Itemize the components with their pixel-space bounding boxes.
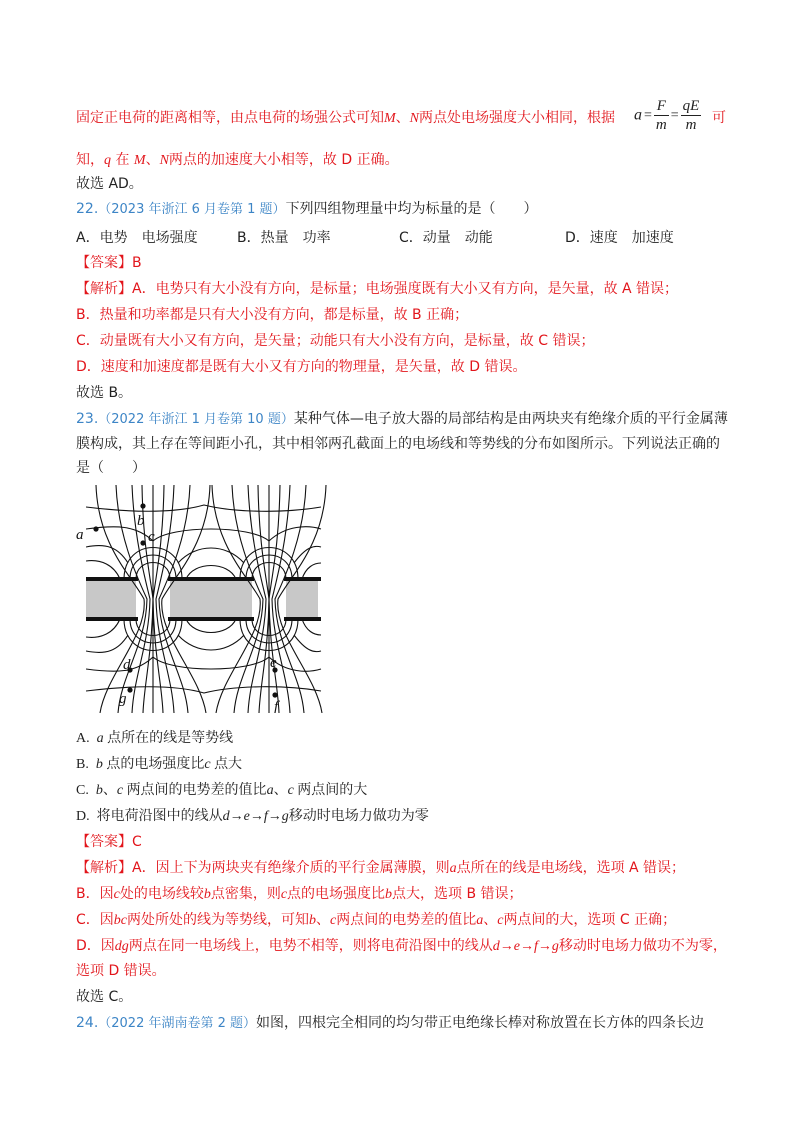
text: 处的电场线较 — [119, 886, 204, 902]
text: 知， — [76, 152, 104, 168]
option-text: 、 — [102, 783, 117, 798]
symbol: c — [116, 783, 124, 798]
conclusion: 故选 AD。 — [76, 176, 143, 192]
symbol: q — [104, 153, 111, 168]
conclusion: 故选 B。 — [76, 385, 133, 401]
label-c: c — [148, 529, 155, 545]
point-label: M — [133, 153, 146, 168]
option-text: 点的电场强度比 — [106, 757, 205, 772]
symbol: c — [280, 887, 288, 902]
symbol: a — [449, 861, 457, 876]
numerator: qE — [682, 98, 700, 114]
option-c: C．动量 动能 — [399, 230, 493, 246]
analysis-c: C．动量既有大小又有方向，是矢量；动能只有大小没有方向，是标量，故 C 错误； — [76, 333, 595, 349]
analysis-d: D．速度和加速度都是既有大小又有方向的物理量，是矢量，故 D 错误。 — [76, 359, 527, 375]
text: 两处所处的线为等势线，可知 — [127, 912, 309, 928]
symbol: c — [330, 913, 337, 928]
text: 【解析】A．因上下为两块夹有绝缘介质的平行金属薄膜，则 — [76, 860, 450, 876]
text: 点密集，则 — [210, 886, 281, 902]
path-symbol: d→e→f→g — [222, 809, 289, 824]
fraction — [654, 97, 669, 134]
electric-field-figure — [76, 485, 328, 713]
question-24 — [76, 1013, 704, 1034]
conclusion: 故选 C。 — [76, 989, 133, 1005]
text: B．因 — [76, 886, 114, 902]
option-letter: B. — [76, 757, 89, 772]
text: 可 — [712, 110, 726, 126]
text: 、 — [483, 912, 498, 928]
text: 在 — [115, 152, 130, 168]
text: 点的电场强度比 — [287, 886, 386, 902]
point-f — [272, 692, 277, 697]
acceleration-formula — [634, 97, 701, 134]
question-stem: 膜构成，其上存在等间距小孔，其中相邻两孔截面上的电场线和等势线的分布如图所示。下列说法正确的 — [76, 436, 720, 452]
point-a — [93, 526, 98, 531]
option-a — [76, 729, 233, 749]
analysis-d — [76, 936, 727, 957]
symbol: b — [95, 757, 103, 772]
point-c — [140, 540, 145, 545]
formula-equals: = — [644, 107, 652, 123]
symbol: c — [497, 913, 504, 928]
text: 两点的加速度大小相等，故 D 正确。 — [168, 152, 399, 168]
formula-equals: = — [670, 107, 679, 123]
label-e: e — [270, 655, 277, 671]
option-letter: A. — [76, 731, 90, 746]
text: 、 — [395, 110, 410, 126]
option-c — [76, 781, 367, 801]
text: 两点间的大，选项 C 正确； — [503, 912, 677, 928]
option-text: 将电荷沿图中的线从 — [96, 809, 223, 824]
option-text: 点大 — [214, 757, 243, 772]
denominator: m — [655, 117, 667, 133]
text: 点所在的线是电场线，选项 A 错误； — [456, 860, 686, 876]
numerator: F — [654, 97, 669, 116]
text: 固定正电荷的距离相等，由点电荷的场强公式可知 — [76, 110, 384, 126]
option-b — [76, 755, 242, 775]
option-text: 点所在的线是等势线 — [107, 731, 234, 746]
option-b: B．热量 功率 — [237, 230, 331, 246]
point-label: N — [159, 153, 169, 168]
text: 点大，选项 B 错误； — [392, 886, 523, 902]
question-22 — [76, 199, 538, 220]
option-d: D．速度 加速度 — [565, 230, 674, 246]
option-text: 两点间的电势差的值比 — [126, 783, 267, 798]
symbol: c — [287, 783, 294, 798]
option-letter: C. — [76, 783, 89, 798]
text: 、 — [145, 152, 160, 168]
symbol: bc — [113, 913, 127, 928]
question-stem: 如图，四根完全相同的均匀带正电绝缘长棒对称放置在长方体的四条长边 — [256, 1015, 705, 1031]
option-d — [76, 807, 429, 827]
option-a: A．电势 电场强度 — [76, 230, 198, 246]
question-source: （2023 年浙江 6 月卷第 1 题） — [98, 202, 286, 217]
text: D．因 — [76, 938, 115, 954]
symbol: a — [266, 783, 274, 798]
symbol: c — [204, 757, 211, 772]
option-text: 、 — [273, 783, 288, 798]
point-g — [127, 687, 132, 692]
symbol: c — [113, 887, 120, 902]
question-stem: 某种气体—电子放大器的局部结构是由两块夹有绝缘介质的平行金属薄 — [293, 411, 728, 427]
answer: 【答案】C — [76, 834, 142, 850]
question-number: 24. — [76, 1015, 99, 1031]
label-g: g — [119, 691, 127, 707]
symbol: b — [309, 913, 316, 928]
point-label: M — [384, 111, 396, 126]
symbol: dg — [114, 939, 129, 954]
text: 两点间的电势差的值比 — [336, 912, 477, 928]
analysis-a — [76, 858, 685, 879]
answer: 【答案】B — [76, 255, 142, 271]
analysis-b — [76, 884, 523, 905]
option-text: 两点间的大 — [297, 783, 368, 798]
symbol: a — [476, 913, 484, 928]
question-stem: 下列四组物理量中均为标量的是（ ） — [285, 201, 538, 217]
text: C．因 — [76, 912, 114, 928]
text: 两点处电场强度大小相同，根据 — [419, 110, 616, 126]
analysis-continuation-line-2 — [76, 150, 399, 171]
point-b — [140, 503, 145, 508]
label-a: a — [76, 527, 84, 543]
question-stem: 是（ ） — [76, 460, 146, 476]
analysis-c — [76, 910, 676, 931]
analysis-d-continued: 选项 D 错误。 — [76, 963, 166, 979]
option-text: 移动时电场力做功为零 — [288, 809, 429, 824]
question-23 — [76, 409, 728, 430]
analysis-b: B．热量和功率都是只有大小没有方向，都是标量，故 B 正确； — [76, 307, 469, 323]
symbol: a — [96, 731, 104, 746]
text: 、 — [316, 912, 330, 928]
analysis-a: 【解析】A．电势只有大小没有方向，是标量；电场强度既有大小又有方向，是矢量，故 A 错误； — [76, 281, 679, 297]
question-source: （2022 年浙江 1 月卷第 10 题） — [98, 412, 294, 427]
symbol: b — [95, 783, 103, 798]
path-symbol: d→e→f→g — [492, 939, 559, 954]
formula-symbol: a — [634, 106, 642, 124]
question-number: 22. — [76, 201, 99, 217]
text: 移动时电场力做功不为零， — [558, 938, 727, 954]
question-number: 23. — [76, 411, 99, 427]
label-d: d — [123, 657, 131, 673]
fraction — [681, 97, 702, 134]
option-letter: D. — [76, 809, 90, 824]
text: 两点在同一电场线上，电势不相等，则将电荷沿图中的线从 — [128, 938, 493, 954]
symbol: b — [385, 887, 393, 902]
denominator: m — [685, 117, 697, 133]
symbol: b — [203, 887, 211, 902]
point-label: N — [409, 111, 420, 126]
question-source: （2022 年湖南卷第 2 题） — [98, 1016, 257, 1031]
label-b: b — [137, 513, 145, 529]
label-f: f — [274, 699, 279, 713]
analysis-continuation-line-1 — [76, 108, 615, 129]
